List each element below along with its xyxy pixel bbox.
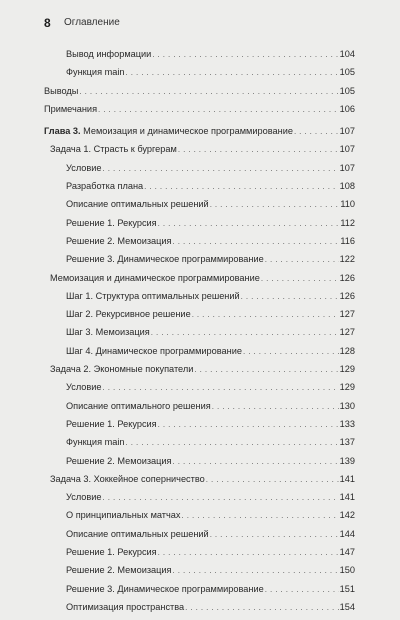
dot-leader [182,511,339,520]
toc-entry-title [50,364,193,374]
toc-entry-title [66,181,143,191]
toc-entry [44,67,355,85]
toc-page-number: 112 [340,217,355,228]
toc-entry [44,327,355,345]
dot-leader [265,255,339,264]
toc-entry [44,126,355,144]
dot-leader [103,383,339,392]
toc-entry-title [66,291,240,301]
dot-leader [158,548,339,557]
toc-entry [44,144,355,162]
toc-entry-title [66,346,242,356]
toc-entry-text: Оптимизация пространства [66,601,185,612]
toc-entry [44,492,355,510]
dot-leader [210,530,339,539]
toc-page-number: 137 [339,437,355,448]
toc-entry [44,199,355,217]
toc-entry-title [44,126,293,136]
toc-entry-title [66,401,211,411]
dot-leader [212,402,339,411]
page-number: 8 [44,16,51,30]
toc-page-number: 133 [339,418,355,429]
toc-page-number: 126 [339,272,355,283]
toc-entry-text: Условие [66,492,102,503]
running-title: Оглавление [64,17,120,28]
toc-entry-text: Мемоизация и динамическое программирование [50,272,260,283]
dot-leader [158,420,339,429]
toc-entry-text: Функция main [66,437,125,448]
toc-entry-text: Примечания [44,103,98,114]
toc-entry-title [66,67,125,77]
toc-entry-text: Мемоизация и динамическое программирование [80,126,293,137]
toc-entry-text: Задача 3. Хоккейное соперничество [50,473,205,484]
toc-entry [44,49,355,67]
chapter-label: Глава 3. [44,126,81,137]
toc-page-number: 142 [339,510,355,521]
toc-entry-text: Решение 3. Динамическое программирование [66,583,264,594]
dot-leader [173,237,340,246]
dot-leader [206,475,339,484]
toc-page-number: 127 [339,327,355,338]
toc-entry-title [66,327,150,337]
toc-entry-text: Вывод информации [66,49,152,59]
toc-page-number: 129 [339,382,355,393]
dot-leader [158,219,340,228]
toc-entry-title [44,104,97,114]
toc-entry [44,254,355,272]
toc-entry-title [66,49,151,59]
toc-entry-title [66,254,264,264]
toc-page-number: 105 [339,67,355,78]
toc-entry [44,273,355,291]
toc-entry-text: Описание оптимальных решений [66,199,209,210]
dot-leader [210,200,340,209]
toc-entry-text: Шаг 2. Рекурсивное решение [66,309,191,320]
toc-page-number: 128 [339,345,355,356]
toc-entry-title [66,419,157,429]
toc-page-number: 116 [340,235,355,246]
toc-page-number: 126 [339,290,355,301]
toc-page-number: 110 [340,199,355,210]
dot-leader [178,145,339,154]
toc-page-number: 105 [339,85,355,96]
dot-leader [243,347,339,356]
toc-entry-title [66,236,172,246]
toc-entry-title [66,437,125,447]
toc-page-number: 151 [339,583,355,594]
toc-page-number: 130 [339,400,355,411]
toc-entry [44,419,355,437]
dot-leader [294,127,339,136]
toc-entry [44,236,355,254]
toc-entry [44,565,355,583]
toc-page-number: 154 [339,601,355,612]
toc-entry-text: Решение 3. Динамическое программирование [66,254,264,265]
toc-entry-text: Задача 2. Экономные покупатели [50,364,194,375]
toc-page-number: 139 [339,455,355,466]
dot-leader [144,182,339,191]
toc-entry [44,309,355,327]
dot-leader [173,566,339,575]
toc-entry-text: Решение 1. Рекурсия [66,418,157,429]
toc-page-number: 129 [339,364,355,375]
dot-leader [152,50,338,59]
toc-entry-title [66,163,102,173]
dot-leader [126,68,339,77]
toc-entry [44,437,355,455]
toc-entry [44,547,355,565]
toc-entry-text: Функция main [66,67,125,78]
toc-page-number: 108 [339,181,355,192]
toc-entry [44,382,355,400]
toc-entry-title [66,456,172,466]
toc-entry [44,104,355,122]
toc-entry-text: Разработка плана [66,181,144,192]
toc-entry-text: Решение 2. Мемоизация [66,455,172,466]
dot-leader [261,274,339,283]
toc-entry-text: Шаг 1. Структура оптимальных решений [66,290,240,301]
toc-page-number: 141 [339,473,355,484]
toc-page-number: 107 [339,162,355,173]
toc-entry-title [66,218,157,228]
toc-entry-text: О принципиальных матчах [66,510,181,521]
dot-leader [192,310,339,319]
toc-entry [44,510,355,528]
toc-page-number: 107 [339,144,355,155]
dot-leader [265,585,339,594]
toc-entry [44,602,355,620]
toc-entry-text: Условие [66,382,102,393]
toc-page-number: 147 [339,547,355,558]
toc-entry-text: Решение 2. Мемоизация [66,565,172,576]
dot-leader [103,493,339,502]
toc-entry-text: Шаг 3. Мемоизация [66,327,150,338]
toc-entry-title [66,382,102,392]
toc-page-number: 150 [339,565,355,576]
toc-entry-title [66,510,181,520]
toc-entry [44,86,355,104]
toc-entry-text: Решение 1. Рекурсия [66,217,157,228]
dot-leader [126,438,339,447]
dot-leader [185,603,339,612]
toc-page-number: 127 [339,309,355,320]
toc-entry-text: Задача 1. Страсть к бургерам [50,144,177,155]
toc-entry-text: Условие [66,162,102,173]
toc-entry-title [66,492,102,502]
dot-leader [103,164,339,173]
toc-entry [44,584,355,602]
toc-entry [44,474,355,492]
toc-page-number: 107 [339,126,355,137]
toc-entry-title [66,565,172,575]
dot-leader [241,292,339,301]
toc-entry [44,291,355,309]
toc-entry [44,529,355,547]
toc-entry [44,456,355,474]
toc-entry [44,181,355,199]
toc-entry-text: Описание оптимального решения [66,400,211,411]
toc-entry-title [66,547,157,557]
table-of-contents [44,49,355,620]
dot-leader [151,328,339,337]
toc-entry-title [66,529,209,539]
toc-page-number: 122 [339,254,355,265]
toc-entry-text: Решение 2. Мемоизация [66,235,172,246]
toc-entry [44,401,355,419]
toc-page-number: 104 [339,49,355,59]
toc-entry [44,346,355,364]
page-header [44,16,370,30]
toc-entry-title [50,144,177,154]
toc-page-number: 144 [339,528,355,539]
dot-leader [194,365,338,374]
toc-entry-title [66,584,264,594]
toc-entry-text: Выводы [44,85,79,96]
toc-entry-text: Шаг 4. Динамическое программирование [66,345,242,356]
toc-entry-title [50,474,205,484]
toc-entry-title [66,602,184,612]
dot-leader [79,87,338,96]
toc-entry-title [50,273,260,283]
dot-leader [173,457,339,466]
toc-entry [44,364,355,382]
toc-entry-title [44,86,78,96]
toc-entry [44,163,355,181]
toc-page-number: 141 [339,492,355,503]
toc-entry-title [66,199,209,209]
toc-page-number: 106 [339,103,355,114]
toc-entry [44,218,355,236]
toc-entry-title [66,309,191,319]
toc-entry-text: Описание оптимальных решений [66,528,209,539]
dot-leader [98,105,339,114]
toc-entry-text: Решение 1. Рекурсия [66,547,157,558]
